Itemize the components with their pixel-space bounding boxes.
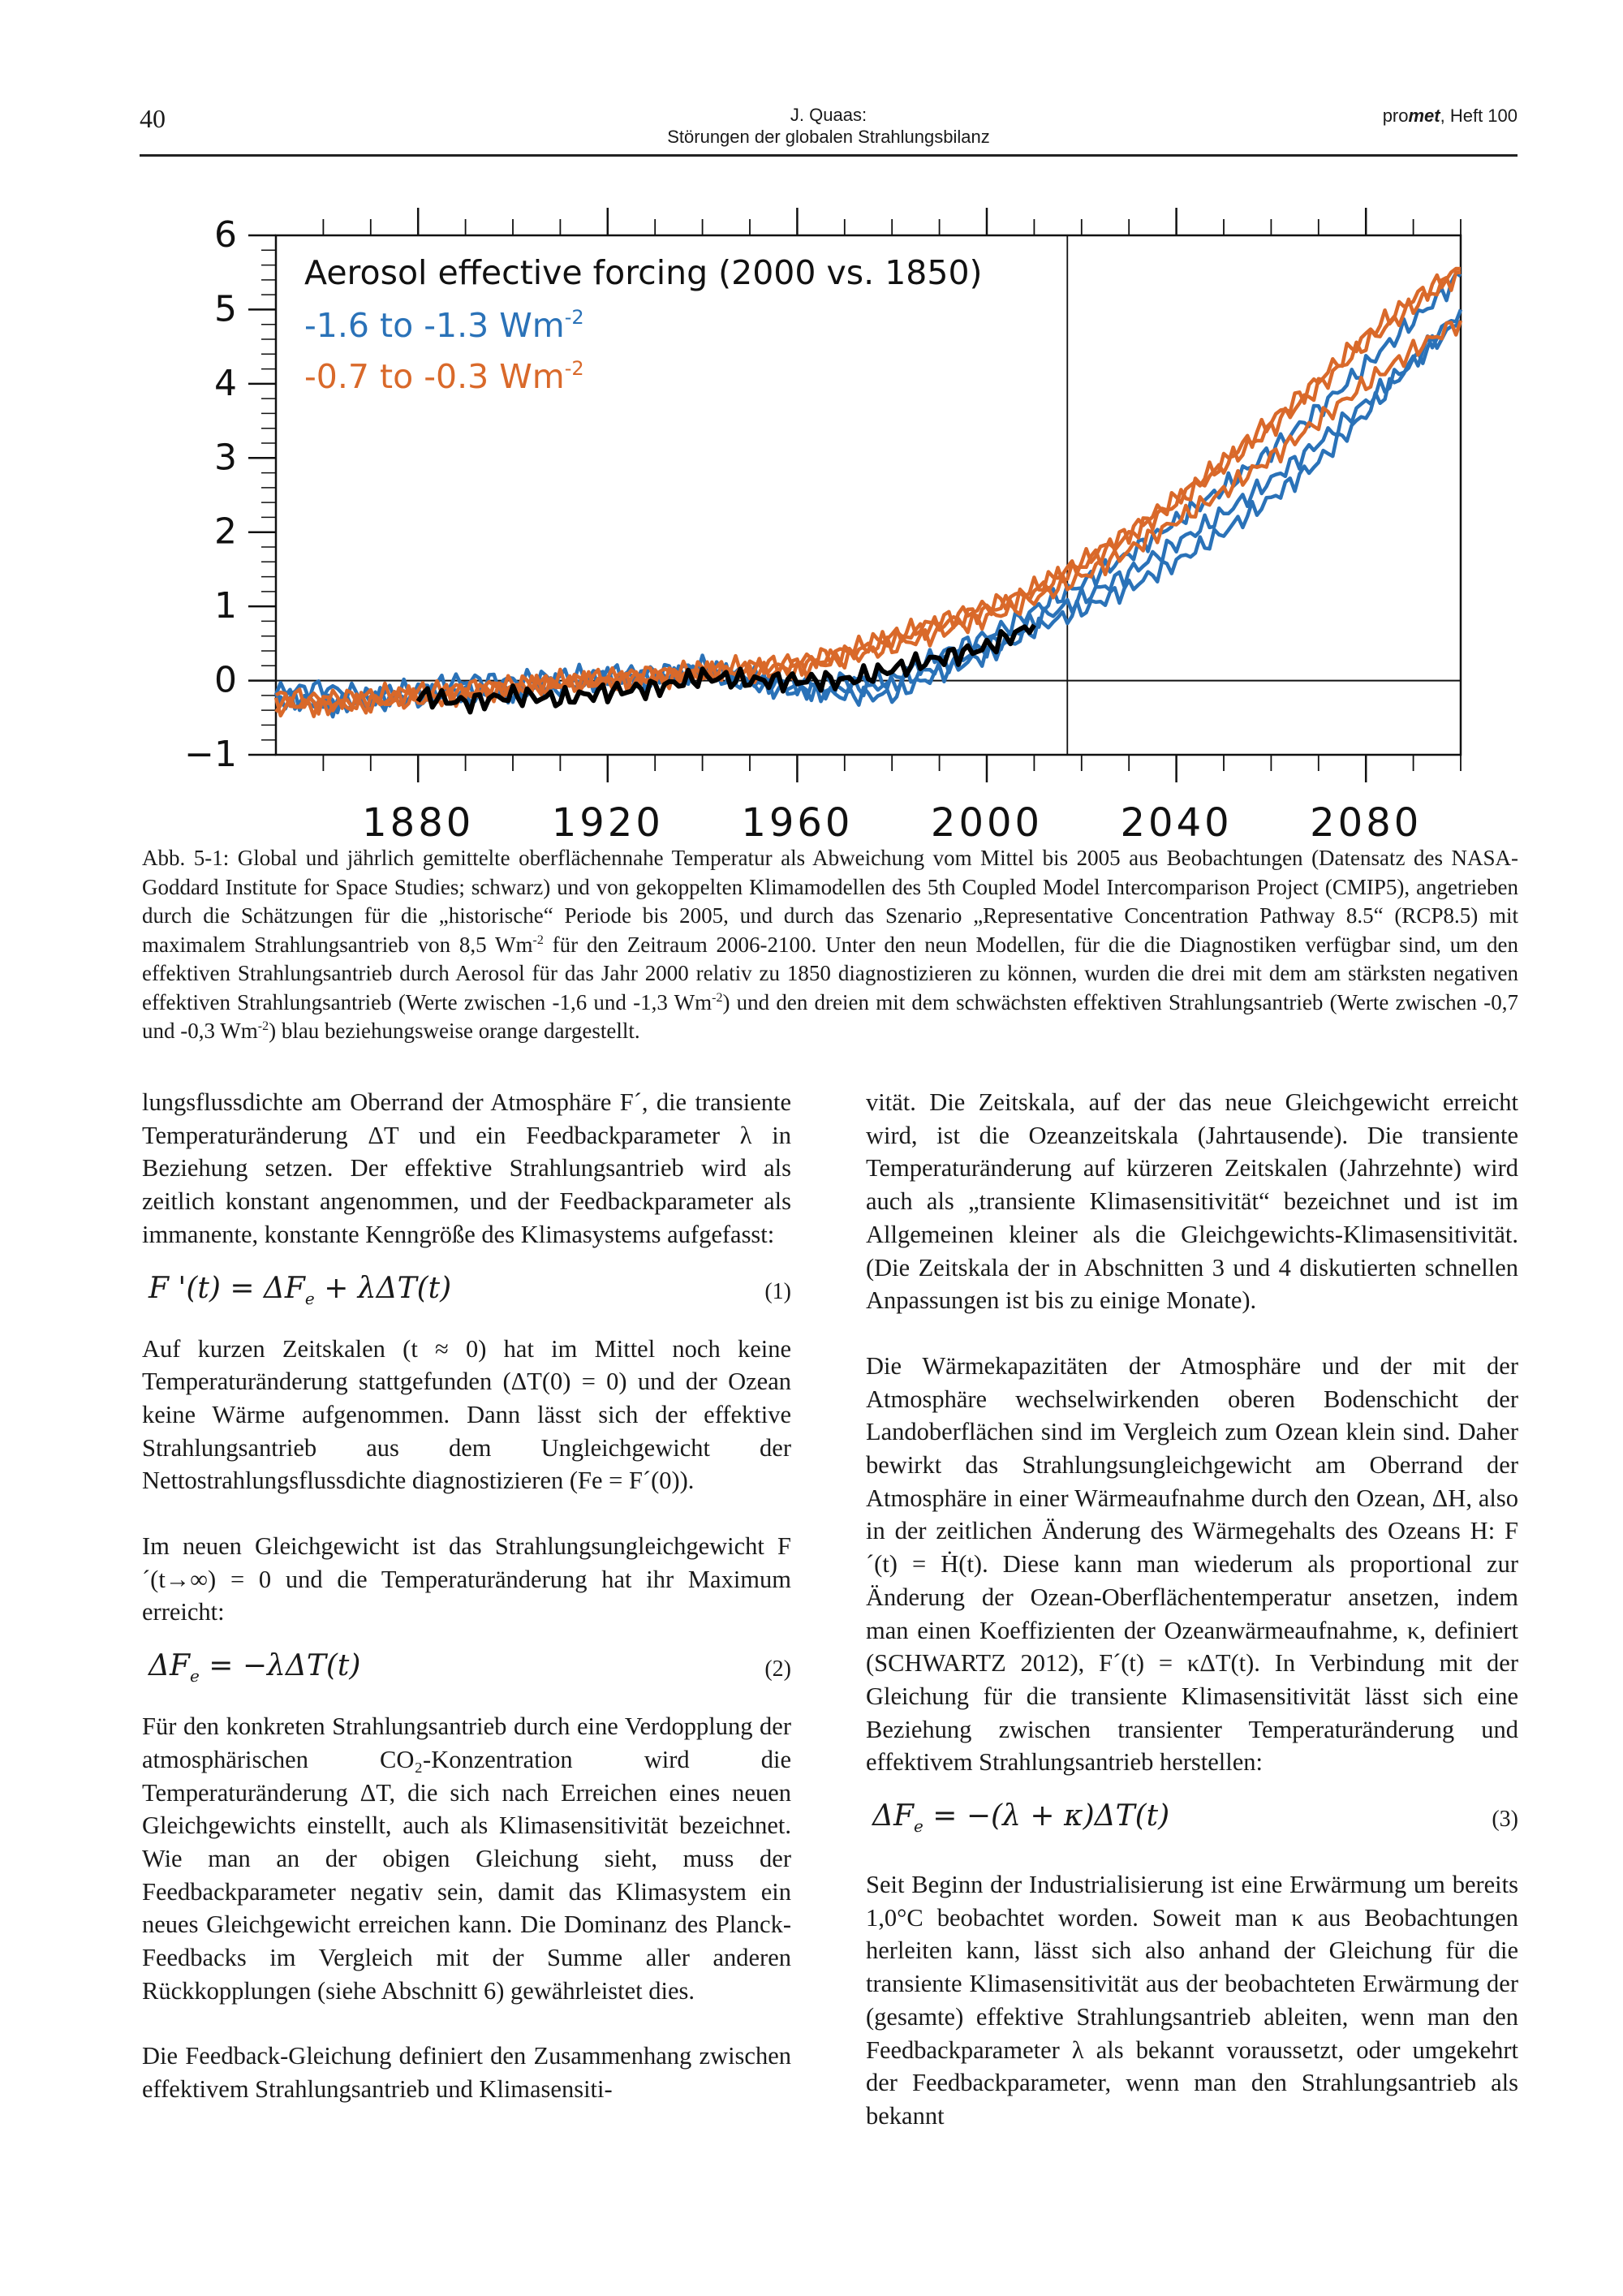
running-title [140,104,1518,148]
equation-1: F '$(t) = \Delta F_e + \lambda\Delta T(t)$ (1) [149,1271,791,1308]
paragraph: vität. Die Zeitskala, auf der das neue Gleichgewicht erreicht wird, ist die Ozeanzeitskala (Jahrtausende). Die transiente Temperaturänderung auf kürzeren Zeitskalen (Jahrzehnte) wird auch als „transiente Klimasensitivität“ bezeichnet und ist im Allgemeinen kleiner als die Gleichgewichts-Klimasensitivität. (Die Zeitskala der in Abschnitten 3 und 4 diskutierten schnellen Anpassungen ist bis zu einige Monate). [866,1088,1518,1315]
x-tick-label: 2080 [1310,800,1423,844]
paragraph: lungsflussdichte am Oberrand der Atmosphäre F´, die transiente Temperaturänderung ΔT und ein Feedbackparameter λ in Beziehung setzen. Der effektive Strahlungsantrieb wird als zeitlich konstant angenommen, und der Feedbackparameter als immanente, konstante Kenngröße des Klimasystems aufgefasst: [142,1088,791,1248]
y-tick-label: 2 [214,510,237,553]
y-axis [184,214,276,775]
running-author: J. Quaas: [790,105,867,125]
x-tick-label: 1880 [362,800,475,844]
figure-caption: Abb. 5-1: Global und jährlich gemittelte oberflächennahe Temperatur als Abweichung vom Mittel bis 2005 aus Beobachtungen (Datensatz des NASA-Goddard Institute for Space Studies; schwarz) und von gekoppelten Klimamodellen des 5th Coupled Model Intercomparison Project (CMIP5), angetrieben durch die Schätzungen für die „historische“ Periode bis 2005, und durch das Szenario „Representative Concentration Pathway 8.5“ (RCP8.5) mit maximalem Strahlungsantrieb von 8,5 $Wm^{-2}$ für den Zeitraum 2006-2100. Unter den neun Modellen, für die die Diagnostiken verfügbar sind, um den effektiven Strahlungsantrieb durch Aerosol für das Jahr 2000 relativ zu 1850 diagnostizieren zu können, wurden die drei mit dem am stärksten negativen effektiven Strahlungsantrieb (Werte zwischen -1,6 und -1,3 $Wm^{-2}$) und den dreien mit dem schwächsten effektiven Strahlungsantrieb (Werte zwischen -0,7 und -0,3 $Wm^{-2}$) blau beziehungsweise orange dargestellt. [142,846,1519,1043]
y-tick-label: 3 [214,437,237,479]
chart-title: Aerosol effective forcing (2000 vs. 1850) [304,253,983,292]
running-header [140,104,1518,157]
paragraph: Die Feedback-Gleichung definiert den Zusammenhang zwischen effektivem Strahlungsantrieb und Klimasensiti- [142,2042,791,2104]
x-axis [323,208,1461,844]
paragraph: Auf kurzen Zeitskalen (t ≈ 0) hat im Mittel noch keine Temperaturänderung stattgefunden (ΔT(0) = 0) und der Ozean keine Wärme aufgenommen. Dann lässt sich der effektive Strahlungsantrieb aus dem Ungleichgewicht der Nettostrahlungsflussdichte diagnostizieren (Fe = F´(0)). [142,1334,791,1495]
equation-2: $\Delta F_e = -\lambda\Delta T(t)$ (2) [149,1649,791,1686]
x-tick-label: 2000 [930,800,1044,844]
x-tick-label: 2040 [1120,800,1233,844]
y-tick-label: 4 [214,362,237,404]
paragraph: Die Wärmekapazitäten der Atmosphäre und der mit der Atmosphäre wechselwirkenden oberen Bodenschicht der Landoberflächen sind im Vergleich zum Ozean klein sind. Daher bewirkt das Strahlungsungleichgewicht am Oberrand der Atmosphäre in einer Wärmeaufnahme durch den Ozean, ΔH, also in der zeitlichen Änderung des Wärmegehalts des Ozeans H: F´(t) = Ḣ(t). Diese kann man wiederum als proportional zur Änderung der Ozean-Oberflächentemperatur ansetzen, indem man einen Koeffizienten der Ozeanwärmeaufnahme, κ, definiert (SCHWARTZ 2012), F´(t) = κΔT(t). In Verbindung mit der Gleichung für die transiente Klimasensitivität lässt sich eine Beziehung zwischen transienter Temperaturänderung und effektivem Strahlungsantrieb herstellen: [866,1351,1518,1777]
paragraph: Seit Beginn der Industrialisierung ist eine Erwärmung um bereits 1,0°C beobachtet worden. Soweit man κ aus Beobachtungen herleiten kann, lässt sich also anhand der Gleichung für die transiente Klimasensitivität aus der beobachteten Erwärmung der (gesamte) effektive Strahlungsantrieb ableiten, wenn man den Feedbackparameter λ als bekannt voraussetzt, oder umgekehrt der Feedbackparameter, wenn man den Strahlungsantrieb als bekannt [866,1871,1518,2130]
page-number: 40 [140,104,166,133]
equation-3: $\Delta F_e = -(\lambda + \kappa)\Delta T(t)$ (3) [872,1799,1518,1837]
y-tick-label: 1 [214,585,237,627]
legend-blue: -1.6 to -1.3 $Wm^{-2}$ [304,306,584,345]
y-tick-label: 6 [214,214,237,256]
running-article-title: Störungen der globalen Strahlungsbilanz [667,127,990,147]
paragraph: Für den konkreten Strahlungsantrieb durch eine Verdopplung der atmosphärischen CO₂-Konzentration wird die Temperaturänderung ΔT, die sich nach Erreichen eines neuen Gleichgewichts einstellt, auch als Klimasensitivität bezeichnet. Wie man an der obigen Gleichung sieht, muss der Feedbackparameter negativ sein, damit das Klimasystem ein neues Gleichgewicht erreichen kann. Die Dominanz des Planck-Feedbacks im Vergleich mit der Summe aller anderen Rückkopplungen (siehe Abschnitt 6) gewährleistet dies. [142,1712,791,2005]
temperature-chart [162,203,1477,844]
y-tick-label: 5 [214,288,237,330]
equation-number: (2) [764,1656,791,1682]
legend-orange: -0.7 to -0.3 $Wm^{-2}$ [304,357,584,396]
left-column [142,1086,791,2106]
y-tick-label: −1 [184,734,237,775]
journal-name: promet, Heft 100 [1382,106,1518,126]
equation-number: (3) [1492,1807,1518,1833]
x-tick-label: 1960 [741,800,854,844]
equation-number: (1) [764,1278,791,1304]
y-tick-label: 0 [214,659,237,701]
paragraph: Im neuen Gleichgewicht ist das Strahlungsungleichgewicht F´(t→∞) = 0 und die Temperaturänderung hat ihr Maximum erreicht: [142,1532,791,1626]
x-tick-label: 1920 [551,800,664,844]
right-column [866,1086,1518,2133]
